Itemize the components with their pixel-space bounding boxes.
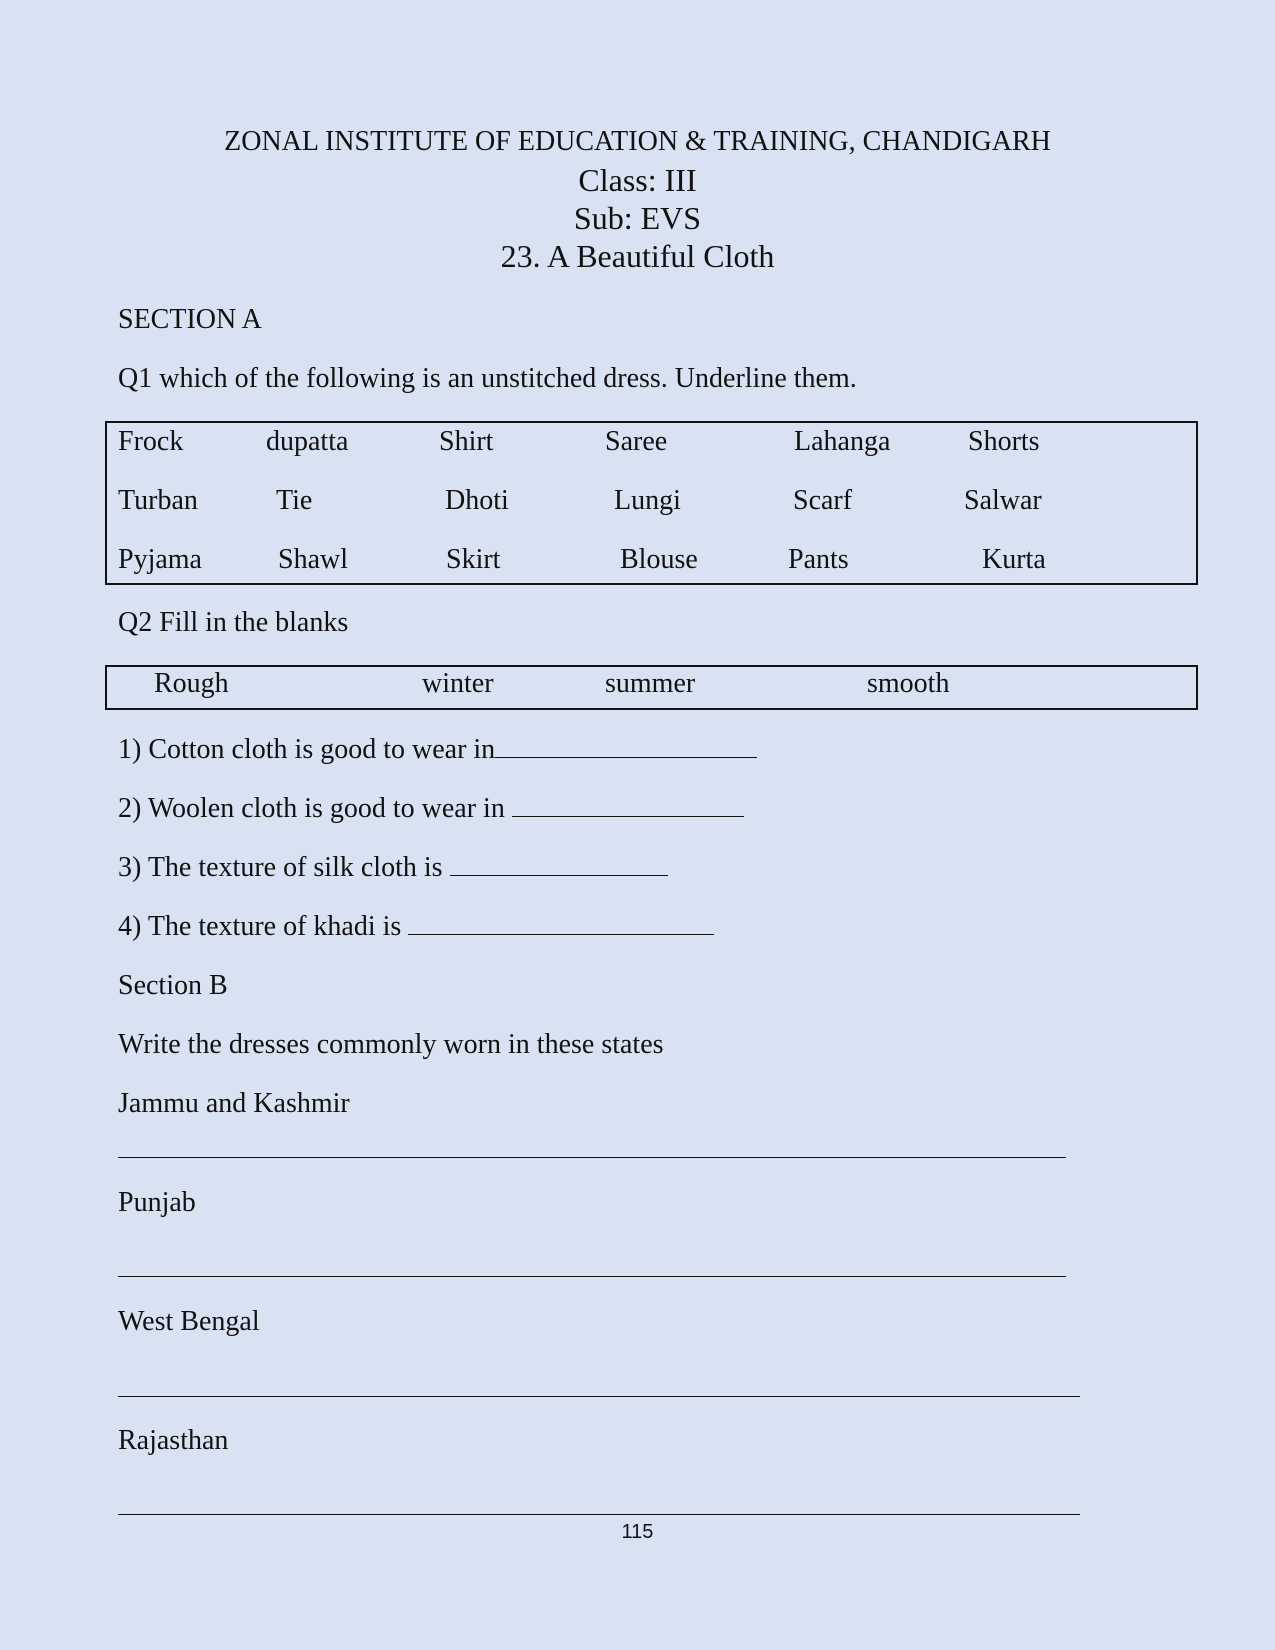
dress-word[interactable]: Dhoti: [445, 485, 509, 516]
dress-word[interactable]: Lungi: [614, 485, 681, 516]
dress-word[interactable]: Shirt: [439, 426, 494, 457]
dress-word[interactable]: Kurta: [982, 544, 1046, 575]
dress-word[interactable]: dupatta: [266, 426, 349, 457]
blank-item: [118, 733, 757, 766]
dress-word[interactable]: Lahanga: [794, 426, 891, 457]
dress-word[interactable]: Shawl: [278, 544, 348, 575]
dress-word[interactable]: Blouse: [620, 544, 698, 575]
section-a-heading: SECTION A: [118, 304, 262, 335]
dress-word[interactable]: Pants: [788, 544, 849, 575]
blank-item: [118, 792, 744, 825]
dress-word[interactable]: Tie: [276, 485, 313, 516]
section-b-heading: Section B: [118, 970, 228, 1001]
chapter-title: 23. A Beautiful Cloth: [500, 238, 775, 274]
state-label: Jammu and Kashmir: [118, 1088, 350, 1119]
answer-line[interactable]: [118, 1276, 1066, 1277]
word-bank-item: Rough: [154, 668, 229, 699]
q2-prompt: Q2 Fill in the blanks: [118, 607, 349, 638]
answer-line[interactable]: [118, 1157, 1066, 1158]
dress-word[interactable]: Turban: [118, 485, 198, 516]
answer-blank[interactable]: [512, 792, 744, 817]
blank-item: [118, 851, 668, 884]
blank-item: [118, 910, 714, 943]
word-bank-item: winter: [422, 668, 494, 699]
state-label: Punjab: [118, 1187, 196, 1218]
dress-word[interactable]: Skirt: [446, 544, 501, 575]
dress-word[interactable]: Pyjama: [118, 544, 202, 575]
answer-blank[interactable]: [450, 851, 668, 876]
dress-word[interactable]: Saree: [605, 426, 668, 457]
word-bank-item: summer: [605, 668, 696, 699]
section-b-instruction: Write the dresses commonly worn in these states: [118, 1029, 664, 1060]
answer-line[interactable]: [118, 1396, 1080, 1397]
answer-blank[interactable]: [495, 733, 757, 758]
blank-item-text: 4) The texture of khadi is: [118, 911, 402, 942]
blank-item-text: 3) The texture of silk cloth is: [118, 852, 443, 883]
subject-label: Sub: EVS: [573, 200, 702, 236]
answer-line[interactable]: [118, 1514, 1080, 1515]
word-bank-item: smooth: [867, 668, 950, 699]
page-number: 115: [621, 1521, 654, 1543]
state-label: West Bengal: [118, 1306, 260, 1337]
institute-name: ZONAL INSTITUTE OF EDUCATION & TRAINING, CHANDIGARH: [224, 126, 1051, 157]
dress-word[interactable]: Shorts: [968, 426, 1040, 457]
dress-word[interactable]: Salwar: [964, 485, 1042, 516]
blank-item-text: 1) Cotton cloth is good to wear in: [118, 734, 496, 765]
blank-item-text: 2) Woolen cloth is good to wear in: [118, 793, 505, 824]
answer-blank[interactable]: [408, 910, 714, 935]
state-label: Rajasthan: [118, 1425, 229, 1456]
class-label: Class: III: [578, 162, 697, 198]
dress-word[interactable]: Scarf: [793, 485, 853, 516]
dress-word[interactable]: Frock: [118, 426, 184, 457]
q1-prompt: Q1 which of the following is an unstitched dress. Underline them.: [118, 363, 857, 394]
